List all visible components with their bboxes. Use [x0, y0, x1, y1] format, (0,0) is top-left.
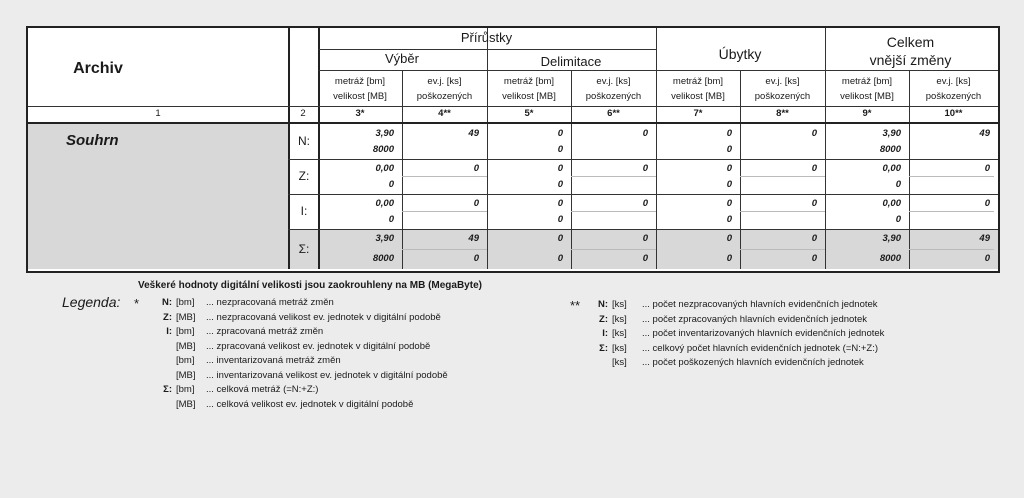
sub-row-line — [402, 176, 487, 177]
row-line — [288, 194, 998, 195]
sub-row-line — [740, 176, 825, 177]
legend-unit: [ks] — [612, 357, 627, 368]
legend-unit: [ks] — [612, 328, 627, 339]
cell-value-2: 8000 — [372, 144, 394, 155]
cell-value: 0 — [473, 163, 479, 174]
cell-value: 3,90 — [882, 128, 901, 139]
cell-value: 0 — [811, 163, 817, 174]
cell-value: 0 — [557, 233, 563, 244]
cell-value: 0 — [984, 163, 990, 174]
cell-value-2: 0 — [895, 179, 901, 190]
row-label: N: — [298, 134, 310, 148]
cell-value-2: 0 — [557, 214, 563, 225]
col-divider — [288, 28, 290, 269]
cell-value-2: 0 — [726, 144, 732, 155]
legend-symbol: I: — [166, 326, 172, 337]
subheader-poskozenych: poškozených — [754, 91, 811, 102]
subheader-metraz: metráž [bm] — [841, 76, 893, 87]
legend-text: ... celkový počet hlavních evidenčních jednotek (=N:+Z:) — [642, 342, 879, 354]
sub-row-line — [740, 211, 825, 212]
cell-value: 0 — [557, 128, 563, 139]
cell-value-2: 0 — [726, 253, 732, 264]
sub-row-line — [909, 249, 994, 250]
cell-value-2: 8000 — [879, 253, 901, 264]
legend-text: ... celková velikost ev. jednotek v digitální podobě — [206, 398, 414, 410]
hline-body — [28, 122, 998, 124]
legend-unit: [MB] — [176, 340, 196, 352]
hline-colnum — [28, 106, 998, 107]
cell-value: 3,90 — [375, 233, 394, 244]
legend-unit: [ks] — [612, 342, 627, 354]
cell-value: 0 — [726, 128, 732, 139]
row-label: Z: — [298, 169, 310, 183]
row-label: I: — [300, 204, 308, 218]
subheader-evj: ev.j. [ks] — [765, 76, 800, 87]
cell-value: 0,00 — [882, 163, 901, 174]
column-number: 7* — [693, 108, 703, 119]
cell-value-2: 0 — [473, 253, 479, 264]
cell-value-2: 8000 — [372, 253, 394, 264]
cell-value: 0 — [642, 198, 648, 209]
cell-value: 0,00 — [375, 163, 394, 174]
cell-value: 0 — [726, 198, 732, 209]
sub-row-line — [571, 176, 656, 177]
legend-symbol: Σ: — [163, 384, 172, 395]
archiv-header: Archiv — [73, 60, 123, 77]
cell-value: 49 — [979, 128, 990, 139]
celkem-header-line2: vnější změny — [869, 52, 952, 68]
sub-row-line — [571, 211, 656, 212]
sub-row-line — [909, 211, 994, 212]
row-label: Σ: — [298, 242, 310, 256]
cell-value: 0 — [473, 198, 479, 209]
cell-value: 0 — [642, 233, 648, 244]
legend-unit: [MB] — [176, 311, 196, 323]
cell-value: 0,00 — [375, 198, 394, 209]
cell-value: 0 — [557, 163, 563, 174]
sub-row-line — [402, 249, 487, 250]
rounding-note: Veškeré hodnoty digitální velikosti jsou zaokrouhleny na MB (MegaByte) — [138, 280, 482, 291]
legend-text: ... zpracovaná metráž změn — [206, 326, 324, 337]
cell-value-2: 0 — [642, 253, 648, 264]
column-number: 2 — [300, 108, 306, 119]
cell-value: 0 — [642, 128, 648, 139]
hline-sub — [318, 70, 998, 71]
column-number: 10** — [944, 108, 963, 119]
ubytky-header: Úbytky — [718, 46, 762, 62]
vyber-header: Výběr — [385, 51, 419, 66]
column-number: 6** — [607, 108, 620, 119]
column-number: 5* — [524, 108, 534, 119]
sub-row-line — [402, 211, 487, 212]
cell-value-2: 0 — [984, 253, 990, 264]
sub-row-line — [740, 249, 825, 250]
legend-symbol: Z: — [163, 311, 172, 323]
cell-value: 3,90 — [375, 128, 394, 139]
legend-title: Legenda: — [62, 294, 121, 310]
cell-value: 0,00 — [882, 198, 901, 209]
legend-text: ... inventarizovaná velikost ev. jednotek v digitální podobě — [206, 369, 448, 381]
legend-text: ... počet poškozených hlavních evidenčních jednotek — [642, 357, 864, 368]
cell-value-2: 0 — [726, 214, 732, 225]
legend-symbol: I: — [602, 328, 608, 339]
legend-unit: [MB] — [176, 369, 196, 381]
subheader-metraz: metráž [bm] — [672, 76, 724, 87]
legend-text: ... celková metráž (=N:+Z:) — [206, 384, 319, 395]
legend-unit: [ks] — [612, 299, 627, 310]
column-number: 1 — [155, 108, 161, 119]
subheader-metraz: metráž [bm] — [334, 76, 386, 87]
section-title: Souhrn — [66, 132, 119, 149]
cell-value: 0 — [557, 198, 563, 209]
legend-symbol: Z: — [599, 313, 608, 325]
subheader-velikost: velikost [MB] — [840, 91, 894, 102]
cell-value: 0 — [811, 128, 817, 139]
cell-value: 0 — [984, 198, 990, 209]
legend-text: ... nezpracovaná velikost ev. jednotek v digitální podobě — [206, 311, 441, 323]
cell-value-2: 0 — [557, 253, 563, 264]
cell-value: 0 — [726, 233, 732, 244]
column-number: 3* — [355, 108, 365, 119]
cell-value: 0 — [811, 233, 817, 244]
column-number: 8** — [776, 108, 789, 119]
subheader-metraz: metráž [bm] — [503, 76, 555, 87]
row-line — [288, 229, 998, 230]
subheader-poskozenych: poškozených — [416, 91, 473, 102]
cell-value-2: 0 — [557, 144, 563, 155]
legend-unit: [bm] — [176, 355, 195, 366]
legend-unit: [bm] — [176, 326, 195, 337]
legend-unit: [MB] — [176, 398, 196, 410]
cell-value-2: 0 — [388, 214, 394, 225]
legend-marker: ** — [570, 298, 581, 313]
cell-value: 0 — [642, 163, 648, 174]
subheader-velikost: velikost [MB] — [502, 91, 556, 102]
legend-unit: [bm] — [176, 297, 195, 308]
cell-value-2: 0 — [388, 179, 394, 190]
legend-text: ... počet nezpracovaných hlavních evidenčních jednotek — [642, 299, 878, 310]
column-number: 4** — [438, 108, 451, 119]
cell-value: 0 — [726, 163, 732, 174]
subheader-velikost: velikost [MB] — [671, 91, 725, 102]
legend-text: ... počet zpracovaných hlavních evidenčních jednotek — [642, 313, 867, 325]
subheader-evj: ev.j. [ks] — [596, 76, 631, 87]
cell-value-2: 0 — [895, 214, 901, 225]
celkem-header-line1: Celkem — [886, 34, 935, 50]
subheader-poskozenych: poškozených — [925, 91, 982, 102]
cell-value-2: 0 — [557, 179, 563, 190]
legend-symbol: Σ: — [599, 342, 608, 354]
cell-value: 49 — [979, 233, 990, 244]
cell-value-2: 0 — [726, 179, 732, 190]
legend-text: ... počet inventarizovaných hlavních evidenčních jednotek — [642, 328, 885, 339]
subheader-evj: ev.j. [ks] — [427, 76, 462, 87]
legend-symbol: N: — [597, 299, 608, 310]
cell-value: 0 — [811, 198, 817, 209]
legend-text: ... zpracovaná velikost ev. jednotek v digitální podobě — [206, 340, 431, 352]
cell-value: 49 — [468, 128, 479, 139]
row-line — [288, 159, 998, 160]
delimitace-header: Delimitace — [540, 54, 602, 69]
subheader-velikost: velikost [MB] — [333, 91, 387, 102]
subheader-evj: ev.j. [ks] — [936, 76, 971, 87]
legend-text: ... inventarizovaná metráž změn — [206, 355, 341, 366]
sub-row-line — [909, 176, 994, 177]
legend-text: ... nezpracovaná metráž změn — [206, 297, 334, 308]
cell-value: 49 — [468, 233, 479, 244]
subheader-poskozenych: poškozených — [585, 91, 642, 102]
summary-table — [26, 26, 1000, 273]
legend-unit: [ks] — [612, 313, 627, 325]
cell-value-2: 0 — [811, 253, 817, 264]
legend-marker: * — [134, 296, 140, 311]
sub-row-line — [571, 249, 656, 250]
legend-symbol: N: — [161, 297, 172, 308]
prirustky-header: Přírůstky — [460, 30, 513, 45]
cell-value: 3,90 — [882, 233, 901, 244]
column-number: 9* — [862, 108, 872, 119]
cell-value-2: 8000 — [879, 144, 901, 155]
hline-prirustky — [318, 49, 656, 50]
legend-unit: [bm] — [176, 384, 195, 395]
